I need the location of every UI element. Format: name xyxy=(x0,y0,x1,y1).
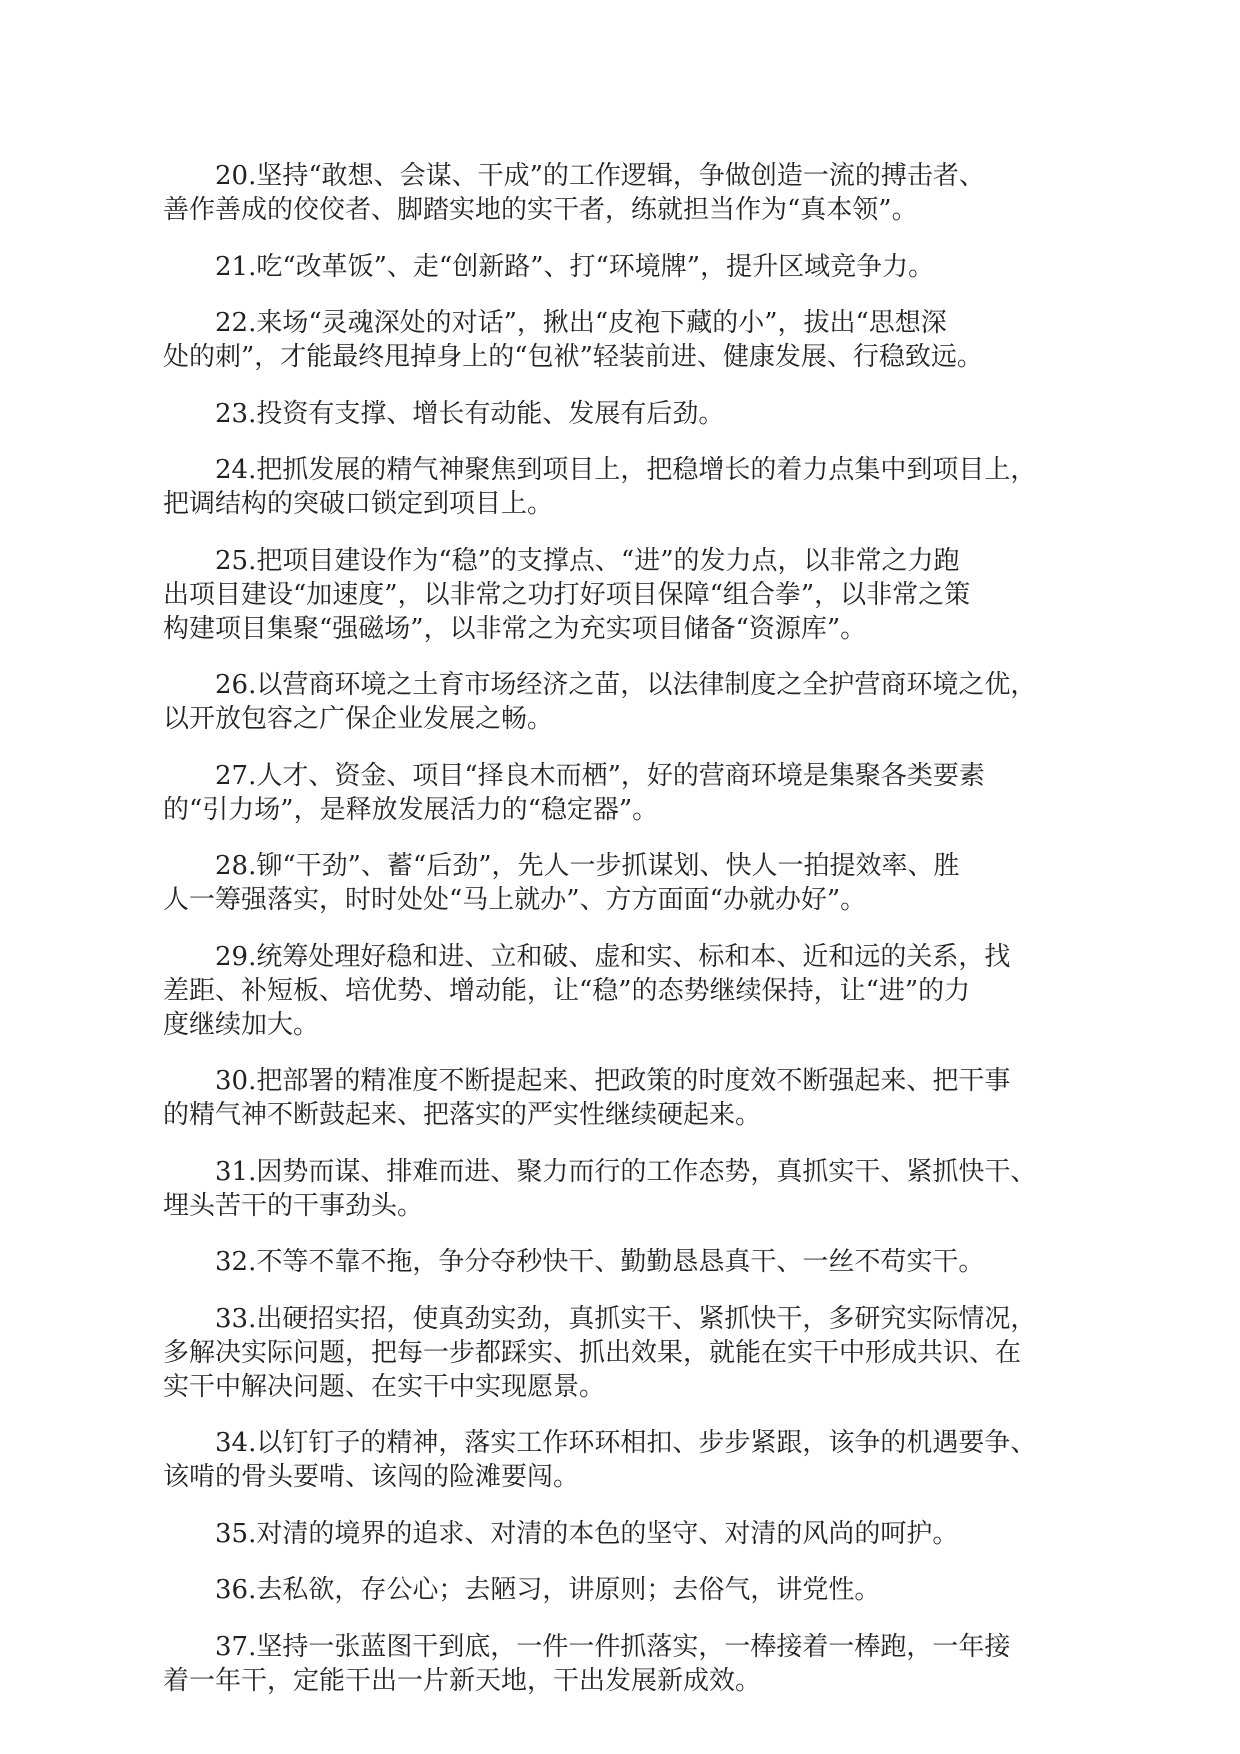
paragraph-27 xyxy=(163,759,1093,827)
paragraph-line: 25.把项目建设作为“稳”的支撑点、“进”的发力点，以非常之力跑 xyxy=(215,545,960,576)
paragraph-33 xyxy=(163,1302,1093,1404)
paragraph-line: 的精气神不断鼓起来、把落实的严实性继续硬起来。 xyxy=(163,1100,762,1130)
paragraph-line: 埋头苦干的干事劲头。 xyxy=(163,1190,424,1221)
paragraph-35 xyxy=(163,1517,1093,1551)
paragraph-line: 把调结构的突破口锁定到项目上。 xyxy=(163,489,554,519)
paragraph-line: 31.因势而谋、排难而进、聚力而行的工作态势，真抓实干、紧抓快干、 xyxy=(215,1156,1037,1187)
paragraph-line: 35.对清的境界的追求、对清的本色的坚守、对清的风尚的呵护。 xyxy=(215,1518,959,1549)
paragraph-line: 人一筹强落实，时时处处“马上就办”、方方面面“办就办好”。 xyxy=(163,885,867,915)
paragraph-21 xyxy=(163,250,1093,284)
paragraph-line: 实干中解决问题、在实干中实现愿景。 xyxy=(163,1371,606,1402)
paragraph-line: 36.去私欲，存公心；去陋习，讲原则；去俗气，讲党性。 xyxy=(215,1575,881,1605)
paragraph-32 xyxy=(163,1245,1093,1279)
paragraph-28 xyxy=(163,849,1093,917)
paragraph-line: 着一年干，定能干出一片新天地，干出发展新成效。 xyxy=(163,1665,762,1696)
paragraph-24 xyxy=(163,453,1093,521)
document-body xyxy=(163,159,1093,1720)
paragraph-36 xyxy=(163,1573,1093,1607)
paragraph-22 xyxy=(163,306,1093,374)
paragraph-line: 26.以营商环境之土育市场经济之苗，以法律制度之全护营商环境之优， xyxy=(215,670,1037,700)
paragraph-line: 30.把部署的精准度不断提起来、把政策的时度效不断强起来、把干事 xyxy=(215,1066,1011,1096)
paragraph-line: 多解决实际问题，把每一步都踩实、抓出效果，就能在实干中形成共识、在 xyxy=(163,1337,1022,1368)
paragraph-line: 构建项目集聚“强磁场”，以非常之为充实项目储备“资源库”。 xyxy=(163,613,867,644)
paragraph-29 xyxy=(163,940,1093,1042)
paragraph-31 xyxy=(163,1155,1093,1223)
paragraph-line: 20.坚持“敢想、会谋、干成”的工作逻辑，争做创造一流的搏击者、 xyxy=(215,161,985,191)
paragraph-line: 差距、补短板、培优势、增动能，让“稳”的态势继续保持，让“进”的力 xyxy=(163,975,971,1006)
paragraph-20 xyxy=(163,159,1093,227)
paragraph-26 xyxy=(163,668,1093,736)
paragraph-line: 28.铆“干劲”、蓄“后劲”，先人一步抓谋划、快人一拍提效率、胜 xyxy=(215,851,960,881)
paragraph-37 xyxy=(163,1630,1093,1698)
paragraph-line: 的“引力场”，是释放发展活力的“稳定器”。 xyxy=(163,794,659,825)
paragraph-line: 21.吃“改革饭”、走“创新路”、打“环境牌”，提升区域竞争力。 xyxy=(215,251,935,282)
paragraph-line: 以开放包容之广保企业发展之畅。 xyxy=(163,704,554,734)
paragraph-line: 33.出硬招实招，使真劲实劲，真抓实干、紧抓快干，多研究实际情况， xyxy=(215,1303,1037,1334)
paragraph-line: 处的刺”，才能最终甩掉身上的“包袱”轻装前进、健康发展、行稳致远。 xyxy=(163,342,983,372)
paragraph-line: 出项目建设“加速度”，以非常之功打好项目保障“组合拳”，以非常之策 xyxy=(163,579,971,610)
paragraph-line: 37.坚持一张蓝图干到底，一件一件抓落实，一棒接着一棒跑，一年接 xyxy=(215,1631,1011,1662)
paragraph-line: 27.人才、资金、项目“择良木而栖”，好的营商环境是集聚各类要素 xyxy=(215,760,985,791)
paragraph-line: 度继续加大。 xyxy=(163,1009,320,1040)
paragraph-25 xyxy=(163,544,1093,646)
paragraph-line: 该啃的骨头要啃、该闯的险滩要闯。 xyxy=(163,1462,580,1492)
paragraph-line: 22.来场“灵魂深处的对话”，揪出“皮袍下藏的小”，拔出“思想深 xyxy=(215,308,947,338)
paragraph-34 xyxy=(163,1426,1093,1494)
paragraph-line: 32.不等不靠不拖，争分夺秒快干、勤勤恳恳真干、一丝不苟实干。 xyxy=(215,1247,985,1277)
paragraph-line: 善作善成的佼佼者、脚踏实地的实干者，练就担当作为“真本领”。 xyxy=(163,195,918,225)
paragraph-30 xyxy=(163,1064,1093,1132)
paragraph-line: 34.以钉钉子的精神，落实工作环环相扣、步步紧跟，该争的机遇要争、 xyxy=(215,1428,1037,1458)
paragraph-line: 29.统筹处理好稳和进、立和破、虚和实、标和本、近和远的关系，找 xyxy=(215,941,1011,972)
paragraph-line: 23.投资有支撑、增长有动能、发展有后劲。 xyxy=(215,398,725,429)
paragraph-line: 24.把抓发展的精气神聚焦到项目上，把稳增长的着力点集中到项目上， xyxy=(215,455,1037,485)
paragraph-23 xyxy=(163,397,1093,431)
